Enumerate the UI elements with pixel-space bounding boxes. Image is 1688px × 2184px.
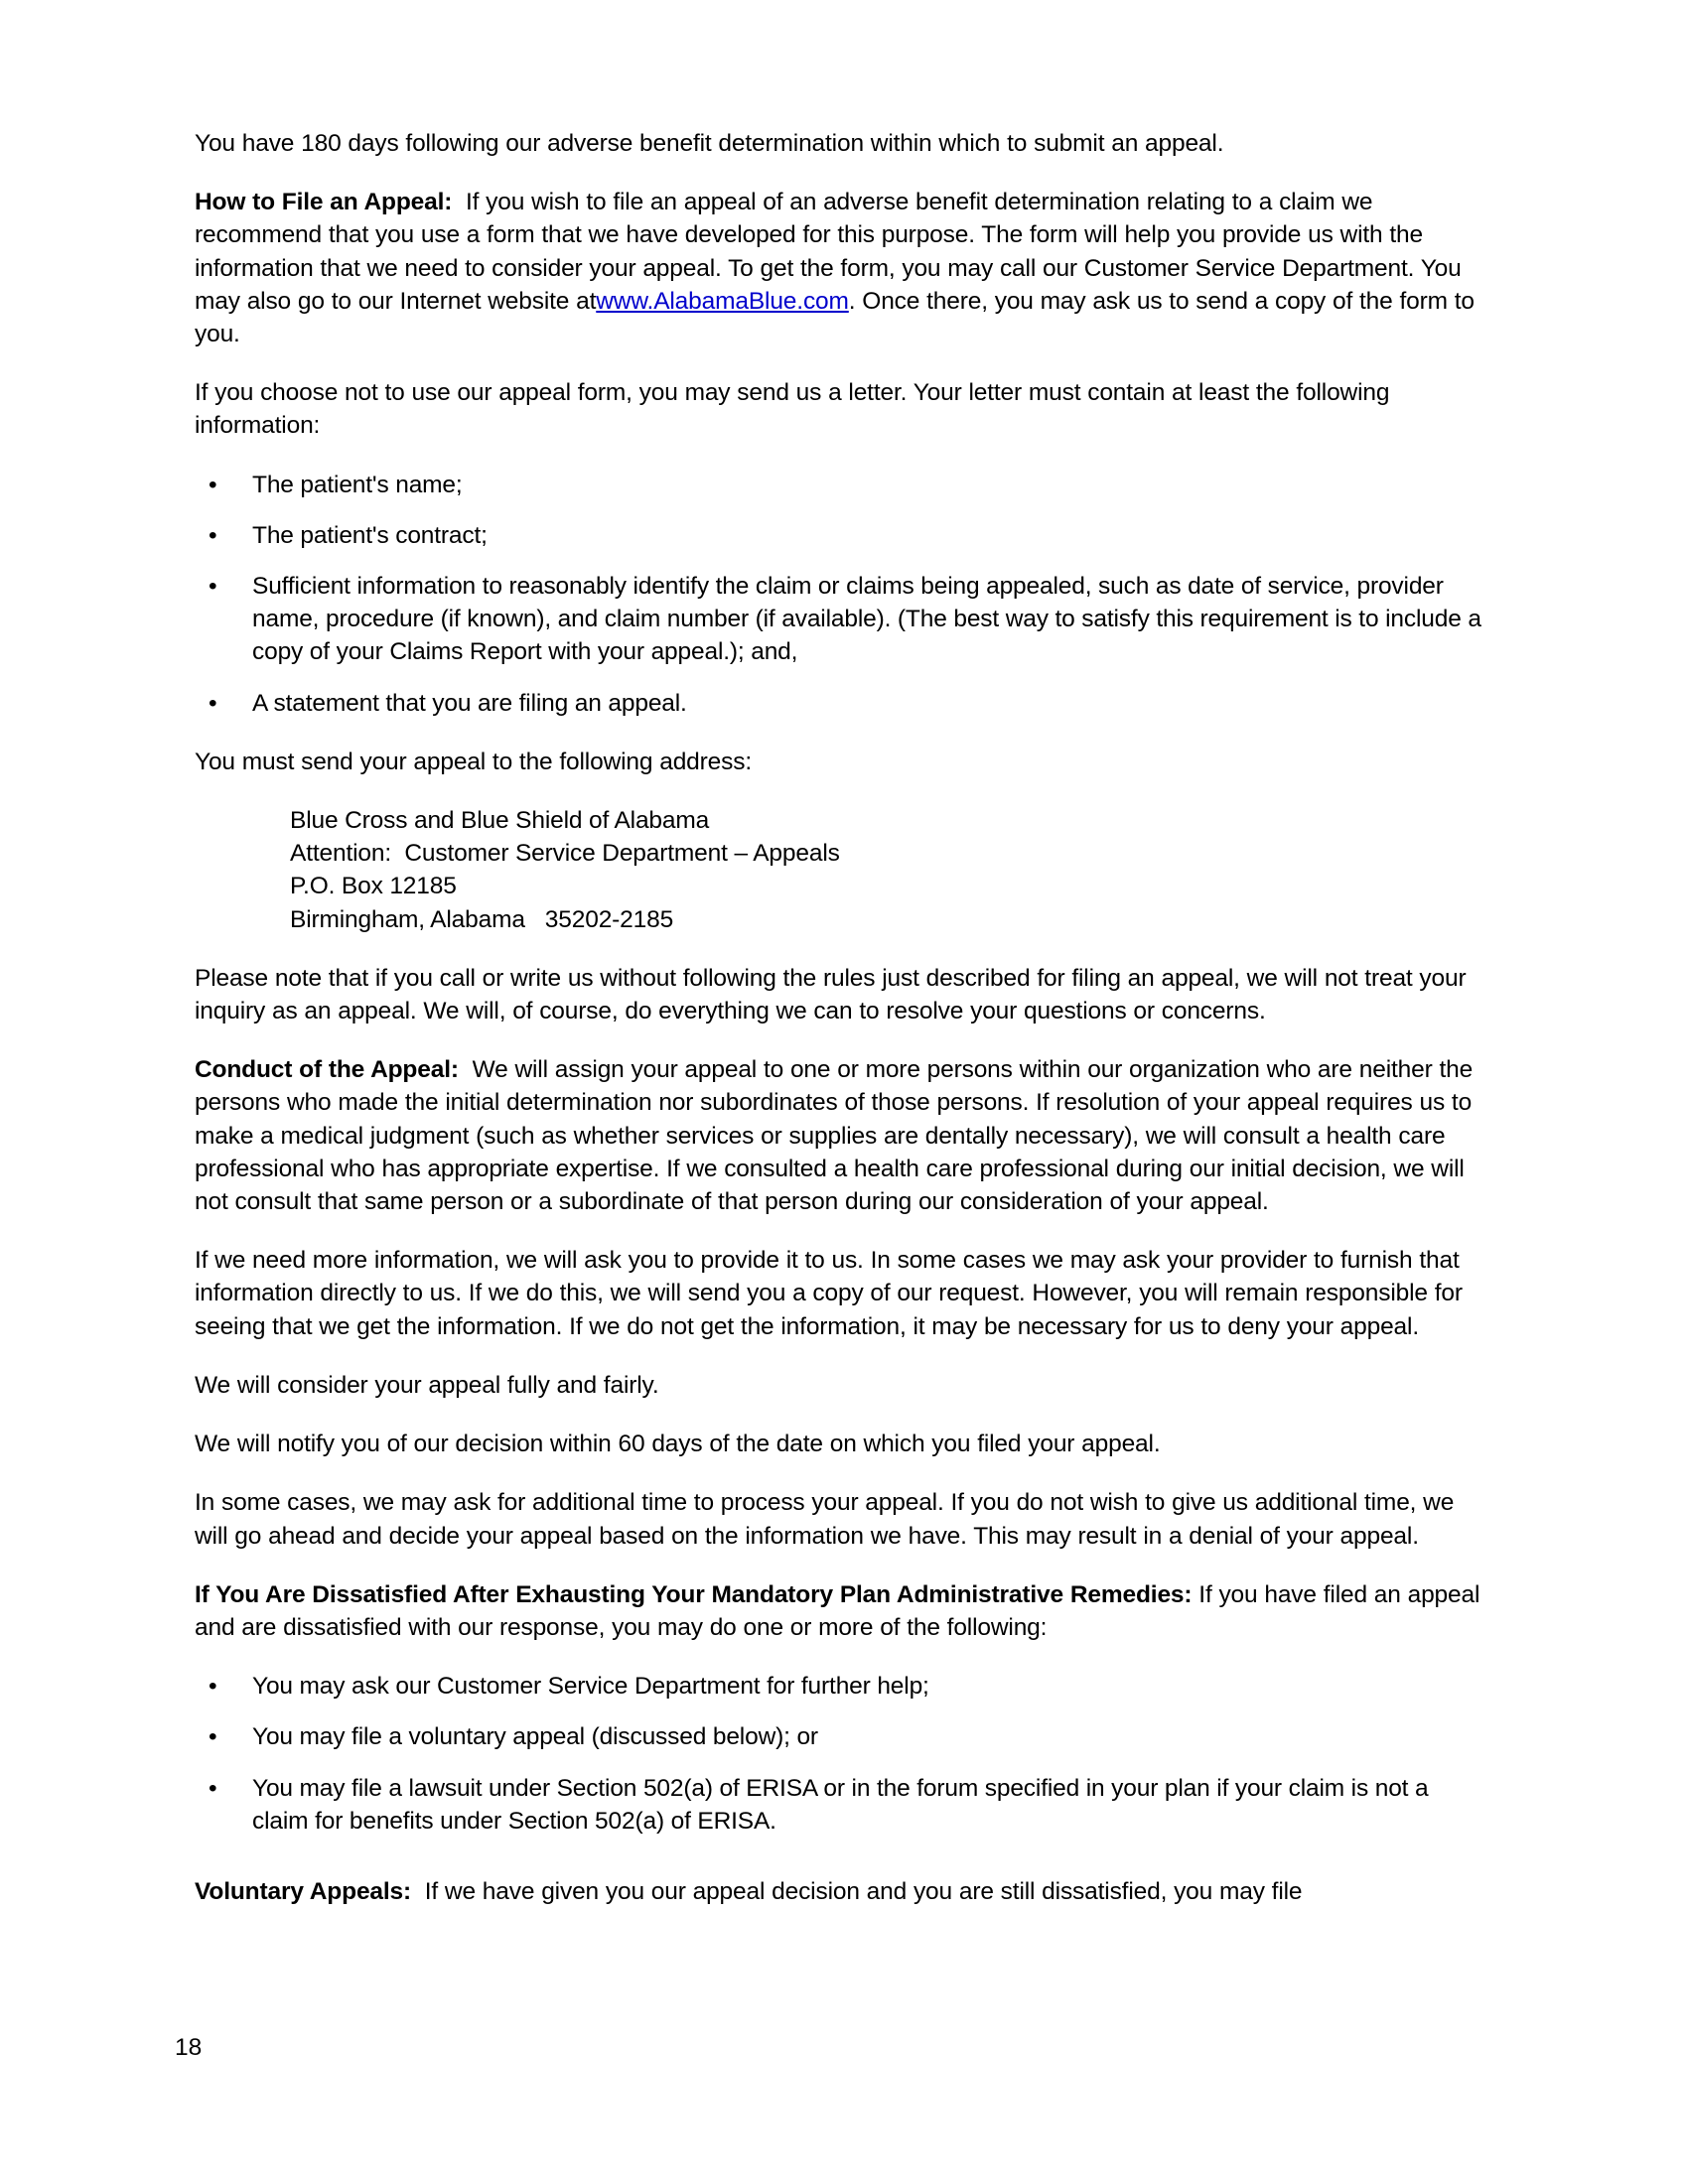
mailing-address-block — [195, 804, 1485, 936]
list-item — [195, 469, 1485, 501]
list-item-text: A statement that you are filing an appeal. — [252, 689, 687, 717]
conduct-of-appeal-text: We will assign your appeal to one or more persons within our organization who are neither the persons who made the initial determination nor subordinates of those persons. If resolution of your appeal requires us to make a medical judgment (such as whether services or supplies are dentally necessary), we will consult a health care professional who has appropriate expertise. If we consulted a health care professional during our initial decision, we will not consult that same person or a subordinate of that person during our consideration of your appeal. — [195, 1056, 1474, 1216]
dissatisfied-paragraph — [195, 1578, 1485, 1644]
voluntary-appeals-text: If we have given you our appeal decision and you are still dissatisfied, you may file — [424, 1877, 1303, 1905]
list-item — [195, 1720, 1485, 1753]
please-note-paragraph: Please note that if you call or write us without following the rules just described for filing an appeal, we will not treat your inquiry as an appeal. We will, of course, do everything we can to resolve your questions or concerns. — [195, 964, 1467, 1025]
conduct-of-appeal-heading: Conduct of the Appeal: — [195, 1056, 459, 1084]
how-to-file-spacer — [452, 189, 466, 215]
list-item — [195, 1670, 1485, 1703]
list-item — [195, 1772, 1485, 1838]
list-item — [195, 687, 1485, 720]
list-item — [195, 570, 1485, 669]
how-to-file-text-after-link: . Once there, you may ask us to send a copy of the form to you. — [195, 287, 1475, 348]
dissatisfied-heading: If You Are Dissatisfied After Exhausting Your Mandatory Plan Administrative Remedies: — [195, 1580, 1193, 1608]
address-intro-paragraph: You must send your appeal to the following address: — [195, 748, 752, 775]
address-line: Birmingham, Alabama 35202-2185 — [290, 905, 674, 933]
conduct-spacer — [459, 1056, 473, 1083]
list-item-text: Sufficient information to reasonably identify the claim or claims being appealed, such as date of service, provider name, procedure (if known), and claim number (if available). (The best way to satisfy this requirement is to include a copy of your Claims Report with your appeal.); and, — [252, 573, 1481, 666]
bullet-icon: • — [209, 1774, 217, 1802]
bullet-icon: • — [209, 471, 217, 498]
notify-decision-paragraph: We will notify you of our decision within 60 days of the date on which you filed your appeal. — [195, 1431, 1161, 1458]
address-line: Blue Cross and Blue Shield of Alabama — [290, 807, 710, 835]
bullet-icon: • — [209, 521, 217, 549]
list-item-text: The patient's name; — [252, 471, 463, 498]
document-body — [195, 127, 1485, 1934]
how-to-file-heading: How to File an Appeal: — [195, 189, 453, 216]
intro-paragraph: You have 180 days following our adverse benefit determination within which to submit an appeal. — [195, 130, 1224, 157]
additional-time-paragraph: In some cases, we may ask for additional time to process your appeal. If you do not wish to give us additional time, we will go ahead and decide your appeal based on the information we have. This may result in a denial of your appeal. — [195, 1489, 1455, 1550]
page-number: 18 — [175, 2034, 203, 2061]
bullet-icon: • — [209, 1673, 217, 1701]
conduct-of-appeal-paragraph — [195, 1053, 1485, 1218]
list-item-text: The patient's contract; — [252, 521, 488, 549]
list-item-text: You may file a voluntary appeal (discussed below); or — [252, 1723, 818, 1751]
alabama-blue-link[interactable]: www.AlabamaBlue.com — [596, 287, 849, 315]
letter-intro-paragraph: If you choose not to use our appeal form, you may send us a letter. Your letter must contain at least the following information: — [195, 379, 1390, 440]
section-spacer — [195, 1863, 1485, 1875]
bullet-icon: • — [209, 573, 217, 601]
how-to-file-text-before-link: If you wish to file an appeal of an adverse benefit determination relating to a claim we recommend that you use a form that we have developed for this purpose. The form will help you provide us with the information that we need to consider your appeal. To get the form, you may call our Customer Service Department. You may also go to our Internet website at — [195, 189, 1462, 315]
voluntary-spacer — [411, 1878, 425, 1905]
dissatisfied-options-list — [195, 1670, 1485, 1838]
bullet-icon: • — [209, 1723, 217, 1751]
letter-requirements-list — [195, 469, 1485, 720]
voluntary-appeals-heading: Voluntary Appeals: — [195, 1877, 412, 1905]
address-line: P.O. Box 12185 — [290, 873, 457, 900]
address-line: Attention: Customer Service Department – Appeals — [290, 840, 840, 868]
list-item-text: You may file a lawsuit under Section 502(a) of ERISA or in the forum specified in your plan if your claim is not a claim for benefits under Section 502(a) of ERISA. — [252, 1774, 1429, 1835]
how-to-file-paragraph — [195, 186, 1485, 350]
more-information-paragraph: If we need more information, we will ask you to provide it to us. In some cases we may ask your provider to furnish that information directly to us. If we do this, we will send you a copy of our request. However, you will remain responsible for seeing that we get the information. If we do not get the information, it may be necessary for us to deny your appeal. — [195, 1247, 1463, 1340]
fully-and-fairly-paragraph: We will consider your appeal fully and fairly. — [195, 1371, 659, 1399]
bullet-icon: • — [209, 689, 217, 717]
list-item-text: You may ask our Customer Service Department for further help; — [252, 1673, 929, 1701]
list-item — [195, 519, 1485, 552]
voluntary-appeals-paragraph — [195, 1875, 1485, 1908]
dissatisfied-text: If you have filed an appeal and are dissatisfied with our response, you may do one or more of the following: — [195, 1580, 1480, 1641]
